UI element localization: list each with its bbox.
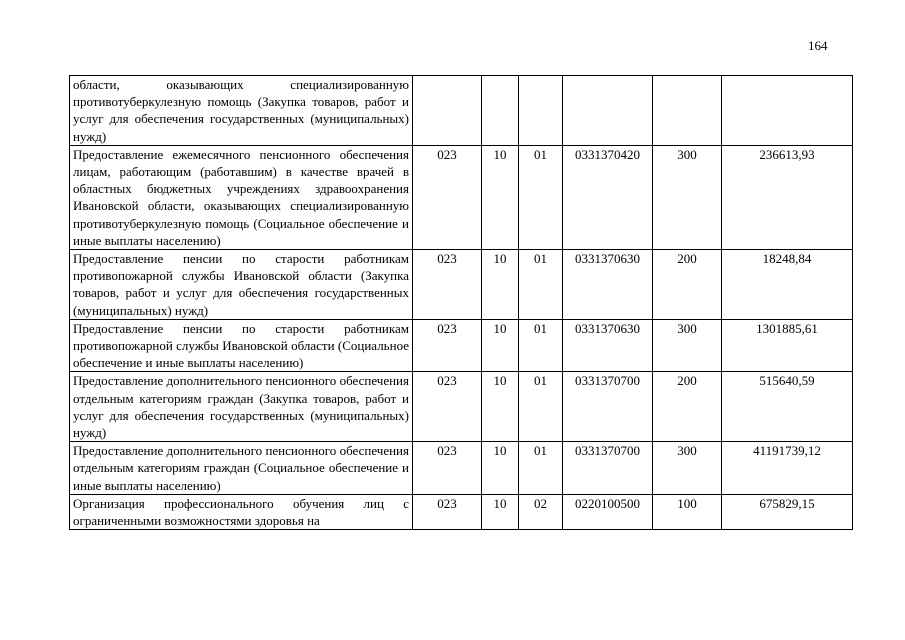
budget-table bbox=[69, 75, 853, 530]
row-description: Предоставление ежемесячного пенсионного обеспечения лицам, работающим (работавшим) в качестве врачей в областных бюджетных учреждениях здравоохранения Ивановской области, оказывающих специализированную противотуберкулезную помощь (Социальное обеспечение и иные выплаты населению) bbox=[70, 145, 413, 249]
amount: 18248,84 bbox=[722, 250, 853, 320]
ministry-code: 023 bbox=[413, 250, 482, 320]
table-row bbox=[70, 145, 853, 249]
ministry-code bbox=[413, 76, 482, 146]
amount: 515640,59 bbox=[722, 372, 853, 442]
subsection-code bbox=[519, 76, 563, 146]
row-description: Предоставление пенсии по старости работникам противопожарной службы Ивановской области (Закупка товаров, работ и услуг для обеспечения государственных (муниципальных) нужд) bbox=[70, 250, 413, 320]
subsection-code: 01 bbox=[519, 442, 563, 495]
table-row bbox=[70, 76, 853, 146]
ministry-code: 023 bbox=[413, 372, 482, 442]
table-row bbox=[70, 442, 853, 495]
expense-type-code bbox=[653, 76, 722, 146]
target-article-code: 0331370700 bbox=[563, 442, 653, 495]
subsection-code: 01 bbox=[519, 145, 563, 249]
expense-type-code: 300 bbox=[653, 319, 722, 372]
row-description: Предоставление пенсии по старости работникам противопожарной службы Ивановской области (Социальное обеспечение и иные выплаты населению) bbox=[70, 319, 413, 372]
section-code: 10 bbox=[482, 145, 519, 249]
subsection-code: 01 bbox=[519, 250, 563, 320]
table-row bbox=[70, 372, 853, 442]
row-description: Организация профессионального обучения лиц с ограниченными возможностями здоровья на bbox=[73, 495, 409, 529]
subsection-code: 01 bbox=[519, 319, 563, 372]
amount: 41191739,12 bbox=[722, 442, 853, 495]
section-code: 10 bbox=[482, 494, 519, 529]
target-article-code: 0331370700 bbox=[563, 372, 653, 442]
row-description: области, оказывающих специализированную противотуберкулезную помощь (Закупка товаров, работ и услуг для обеспечения государственных (муниципальных) нужд) bbox=[70, 76, 413, 146]
subsection-code: 01 bbox=[519, 372, 563, 442]
section-code: 10 bbox=[482, 442, 519, 495]
row-description: Предоставление дополнительного пенсионного обеспечения отдельным категориям граждан (Закупка товаров, работ и услуг для обеспечения государственных (муниципальных) нужд) bbox=[70, 372, 413, 442]
subsection-code: 02 bbox=[519, 494, 563, 529]
expense-type-code: 200 bbox=[653, 372, 722, 442]
amount: 236613,93 bbox=[722, 145, 853, 249]
page-number: 164 bbox=[808, 38, 828, 53]
table-row bbox=[70, 319, 853, 372]
ministry-code: 023 bbox=[413, 145, 482, 249]
amount: 1301885,61 bbox=[722, 319, 853, 372]
target-article-code: 0331370630 bbox=[563, 250, 653, 320]
row-description-cell bbox=[70, 494, 413, 529]
target-article-code: 0220100500 bbox=[563, 494, 653, 529]
table-row bbox=[70, 494, 853, 529]
target-article-code bbox=[563, 76, 653, 146]
section-code: 10 bbox=[482, 372, 519, 442]
amount bbox=[722, 76, 853, 146]
ministry-code: 023 bbox=[413, 442, 482, 495]
amount: 675829,15 bbox=[722, 494, 853, 529]
section-code: 10 bbox=[482, 319, 519, 372]
ministry-code: 023 bbox=[413, 319, 482, 372]
expense-type-code: 300 bbox=[653, 442, 722, 495]
target-article-code: 0331370420 bbox=[563, 145, 653, 249]
table-row bbox=[70, 250, 853, 320]
expense-type-code: 200 bbox=[653, 250, 722, 320]
section-code: 10 bbox=[482, 250, 519, 320]
target-article-code: 0331370630 bbox=[563, 319, 653, 372]
row-description: Предоставление дополнительного пенсионного обеспечения отдельным категориям граждан (Социальное обеспечение и иные выплаты населению) bbox=[70, 442, 413, 495]
ministry-code: 023 bbox=[413, 494, 482, 529]
expense-type-code: 300 bbox=[653, 145, 722, 249]
section-code bbox=[482, 76, 519, 146]
expense-type-code: 100 bbox=[653, 494, 722, 529]
